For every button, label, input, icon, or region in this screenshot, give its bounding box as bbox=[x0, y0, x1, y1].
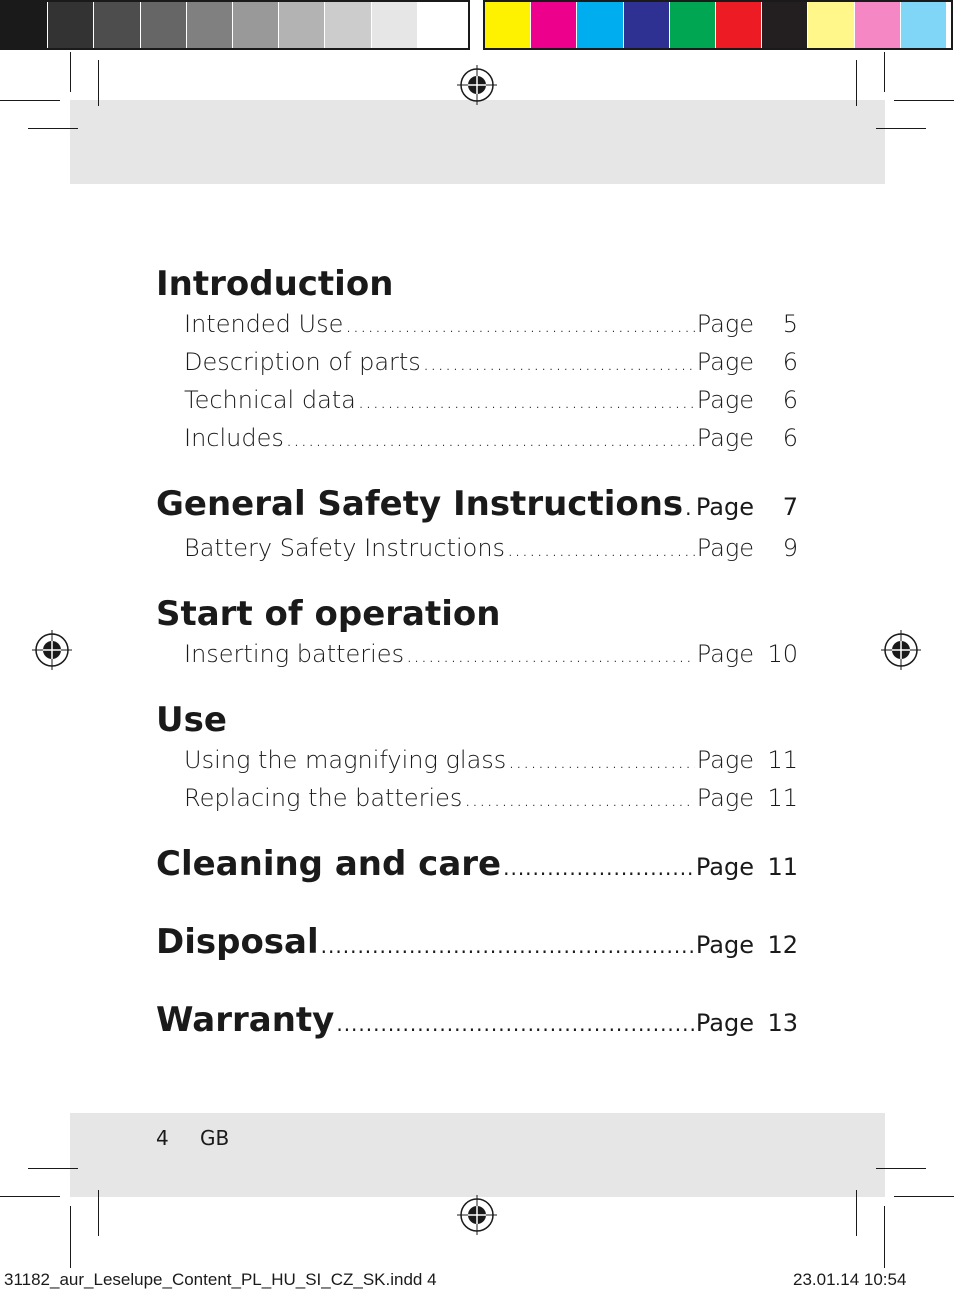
crop-mark bbox=[884, 1206, 885, 1268]
dot-leader bbox=[321, 924, 694, 968]
dot-leader bbox=[464, 781, 694, 818]
dot-leader bbox=[358, 383, 695, 420]
color-swatch bbox=[762, 2, 807, 48]
page-number: 13 bbox=[767, 1009, 798, 1037]
toc-entry[interactable] bbox=[156, 482, 798, 530]
crop-mark bbox=[856, 1190, 857, 1236]
page-word: Page bbox=[696, 310, 754, 338]
color-swatch bbox=[418, 2, 463, 48]
toc-entry[interactable] bbox=[156, 742, 798, 780]
page-word: Page bbox=[696, 348, 754, 376]
page-word: Page bbox=[695, 853, 754, 881]
color-swatch bbox=[485, 2, 530, 48]
registration-mark-icon bbox=[457, 65, 497, 105]
toc-section-cleaning-and-care[interactable] bbox=[156, 842, 798, 890]
section-title: Use bbox=[156, 700, 227, 740]
section-title: Warranty bbox=[156, 1000, 335, 1040]
color-swatch bbox=[48, 2, 93, 48]
registration-mark-icon bbox=[32, 630, 72, 670]
entry-label: Battery Safety Instructions bbox=[184, 534, 506, 562]
crop-mark bbox=[856, 60, 857, 106]
toc-entry[interactable] bbox=[156, 382, 798, 420]
toc-entry[interactable] bbox=[156, 306, 798, 344]
page-number: 11 bbox=[767, 746, 798, 774]
color-swatch bbox=[372, 2, 417, 48]
color-swatch bbox=[141, 2, 186, 48]
color-swatch bbox=[94, 2, 139, 48]
toc-section-introduction bbox=[156, 262, 798, 458]
entry-label: Includes bbox=[184, 424, 284, 452]
crop-mark bbox=[28, 1168, 78, 1169]
section-title: Cleaning and care bbox=[156, 844, 502, 884]
toc-section-use bbox=[156, 698, 798, 818]
entry-label: Technical data bbox=[184, 386, 356, 414]
toc-section-start-of-operation bbox=[156, 592, 798, 674]
registration-mark-icon bbox=[881, 630, 921, 670]
section-title: Start of operation bbox=[156, 594, 501, 634]
page-word: Page bbox=[696, 534, 754, 562]
crop-mark bbox=[70, 1206, 71, 1268]
dot-leader bbox=[423, 345, 695, 382]
crop-mark bbox=[876, 128, 926, 129]
color-swatch bbox=[624, 2, 669, 48]
page-word: Page bbox=[696, 784, 754, 812]
page-number: 10 bbox=[767, 640, 798, 668]
page-word: Page bbox=[696, 746, 754, 774]
crop-mark bbox=[884, 52, 885, 92]
table-of-contents bbox=[156, 262, 798, 1046]
page-number: 6 bbox=[782, 348, 798, 376]
entry-label: Description of parts bbox=[184, 348, 421, 376]
page-number: 6 bbox=[782, 386, 798, 414]
toc-entry[interactable] bbox=[156, 344, 798, 382]
page-number: 4 bbox=[156, 1126, 169, 1150]
crop-mark bbox=[98, 1190, 99, 1236]
page-number: 6 bbox=[782, 424, 798, 452]
color-swatch bbox=[577, 2, 622, 48]
color-swatch bbox=[279, 2, 324, 48]
color-swatch bbox=[187, 2, 232, 48]
color-swatch bbox=[2, 2, 47, 48]
color-swatch bbox=[670, 2, 715, 48]
color-swatch bbox=[808, 2, 853, 48]
toc-entry[interactable] bbox=[156, 636, 798, 674]
color-swatch bbox=[233, 2, 278, 48]
crop-mark bbox=[28, 128, 78, 129]
toc-entry[interactable] bbox=[156, 420, 798, 458]
color-swatch bbox=[531, 2, 576, 48]
crop-mark bbox=[894, 1196, 954, 1197]
page-number: 12 bbox=[767, 931, 798, 959]
page-number: 7 bbox=[782, 493, 798, 521]
dot-leader bbox=[336, 1002, 694, 1046]
dot-leader bbox=[685, 486, 694, 530]
toc-section-disposal[interactable] bbox=[156, 920, 798, 968]
page-number: 9 bbox=[782, 534, 798, 562]
page-word: Page bbox=[696, 386, 754, 414]
color-swatch bbox=[325, 2, 370, 48]
page-word: Page bbox=[696, 424, 754, 452]
language-code: GB bbox=[200, 1126, 230, 1150]
toc-entry[interactable] bbox=[156, 780, 798, 818]
footer-band bbox=[70, 1113, 885, 1197]
entry-label: Replacing the batteries bbox=[184, 784, 463, 812]
dot-leader bbox=[406, 637, 695, 674]
page-number: 11 bbox=[767, 853, 798, 881]
section-title: General Safety Instructions bbox=[156, 484, 684, 524]
page-word: Page bbox=[695, 1009, 754, 1037]
page-word: Page bbox=[696, 640, 754, 668]
toc-section-warranty[interactable] bbox=[156, 998, 798, 1046]
color-swatch bbox=[716, 2, 761, 48]
print-date-time: 23.01.14 10:54 bbox=[793, 1270, 907, 1289]
dot-leader bbox=[508, 743, 694, 780]
page-word: Page bbox=[695, 493, 754, 521]
section-title: Introduction bbox=[156, 264, 394, 304]
crop-mark bbox=[0, 100, 60, 101]
page-word: Page bbox=[695, 931, 754, 959]
crop-mark bbox=[70, 52, 71, 92]
crop-mark bbox=[876, 1168, 926, 1169]
registration-mark-icon bbox=[457, 1195, 497, 1235]
dot-leader bbox=[503, 846, 694, 890]
entry-label: Using the magnifying glass bbox=[184, 746, 507, 774]
entry-label: Inserting batteries bbox=[184, 640, 405, 668]
page-number: 11 bbox=[767, 784, 798, 812]
crop-mark bbox=[0, 1196, 60, 1197]
color-swatch bbox=[901, 2, 946, 48]
section-title: Disposal bbox=[156, 922, 319, 962]
color-bar bbox=[483, 0, 953, 50]
grayscale-bar bbox=[0, 0, 470, 50]
toc-section-general-safety bbox=[156, 482, 798, 568]
color-swatch bbox=[855, 2, 900, 48]
dot-leader bbox=[286, 421, 695, 458]
dot-leader bbox=[345, 307, 694, 344]
page-number: 5 bbox=[782, 310, 798, 338]
entry-label: Intended Use bbox=[184, 310, 344, 338]
crop-mark bbox=[894, 100, 954, 101]
dot-leader bbox=[507, 531, 695, 568]
header-band bbox=[70, 100, 885, 184]
crop-mark bbox=[98, 60, 99, 106]
toc-entry[interactable] bbox=[156, 530, 798, 568]
file-info: 31182_aur_Leselupe_Content_PL_HU_SI_CZ_SK.indd 4 bbox=[4, 1270, 437, 1289]
